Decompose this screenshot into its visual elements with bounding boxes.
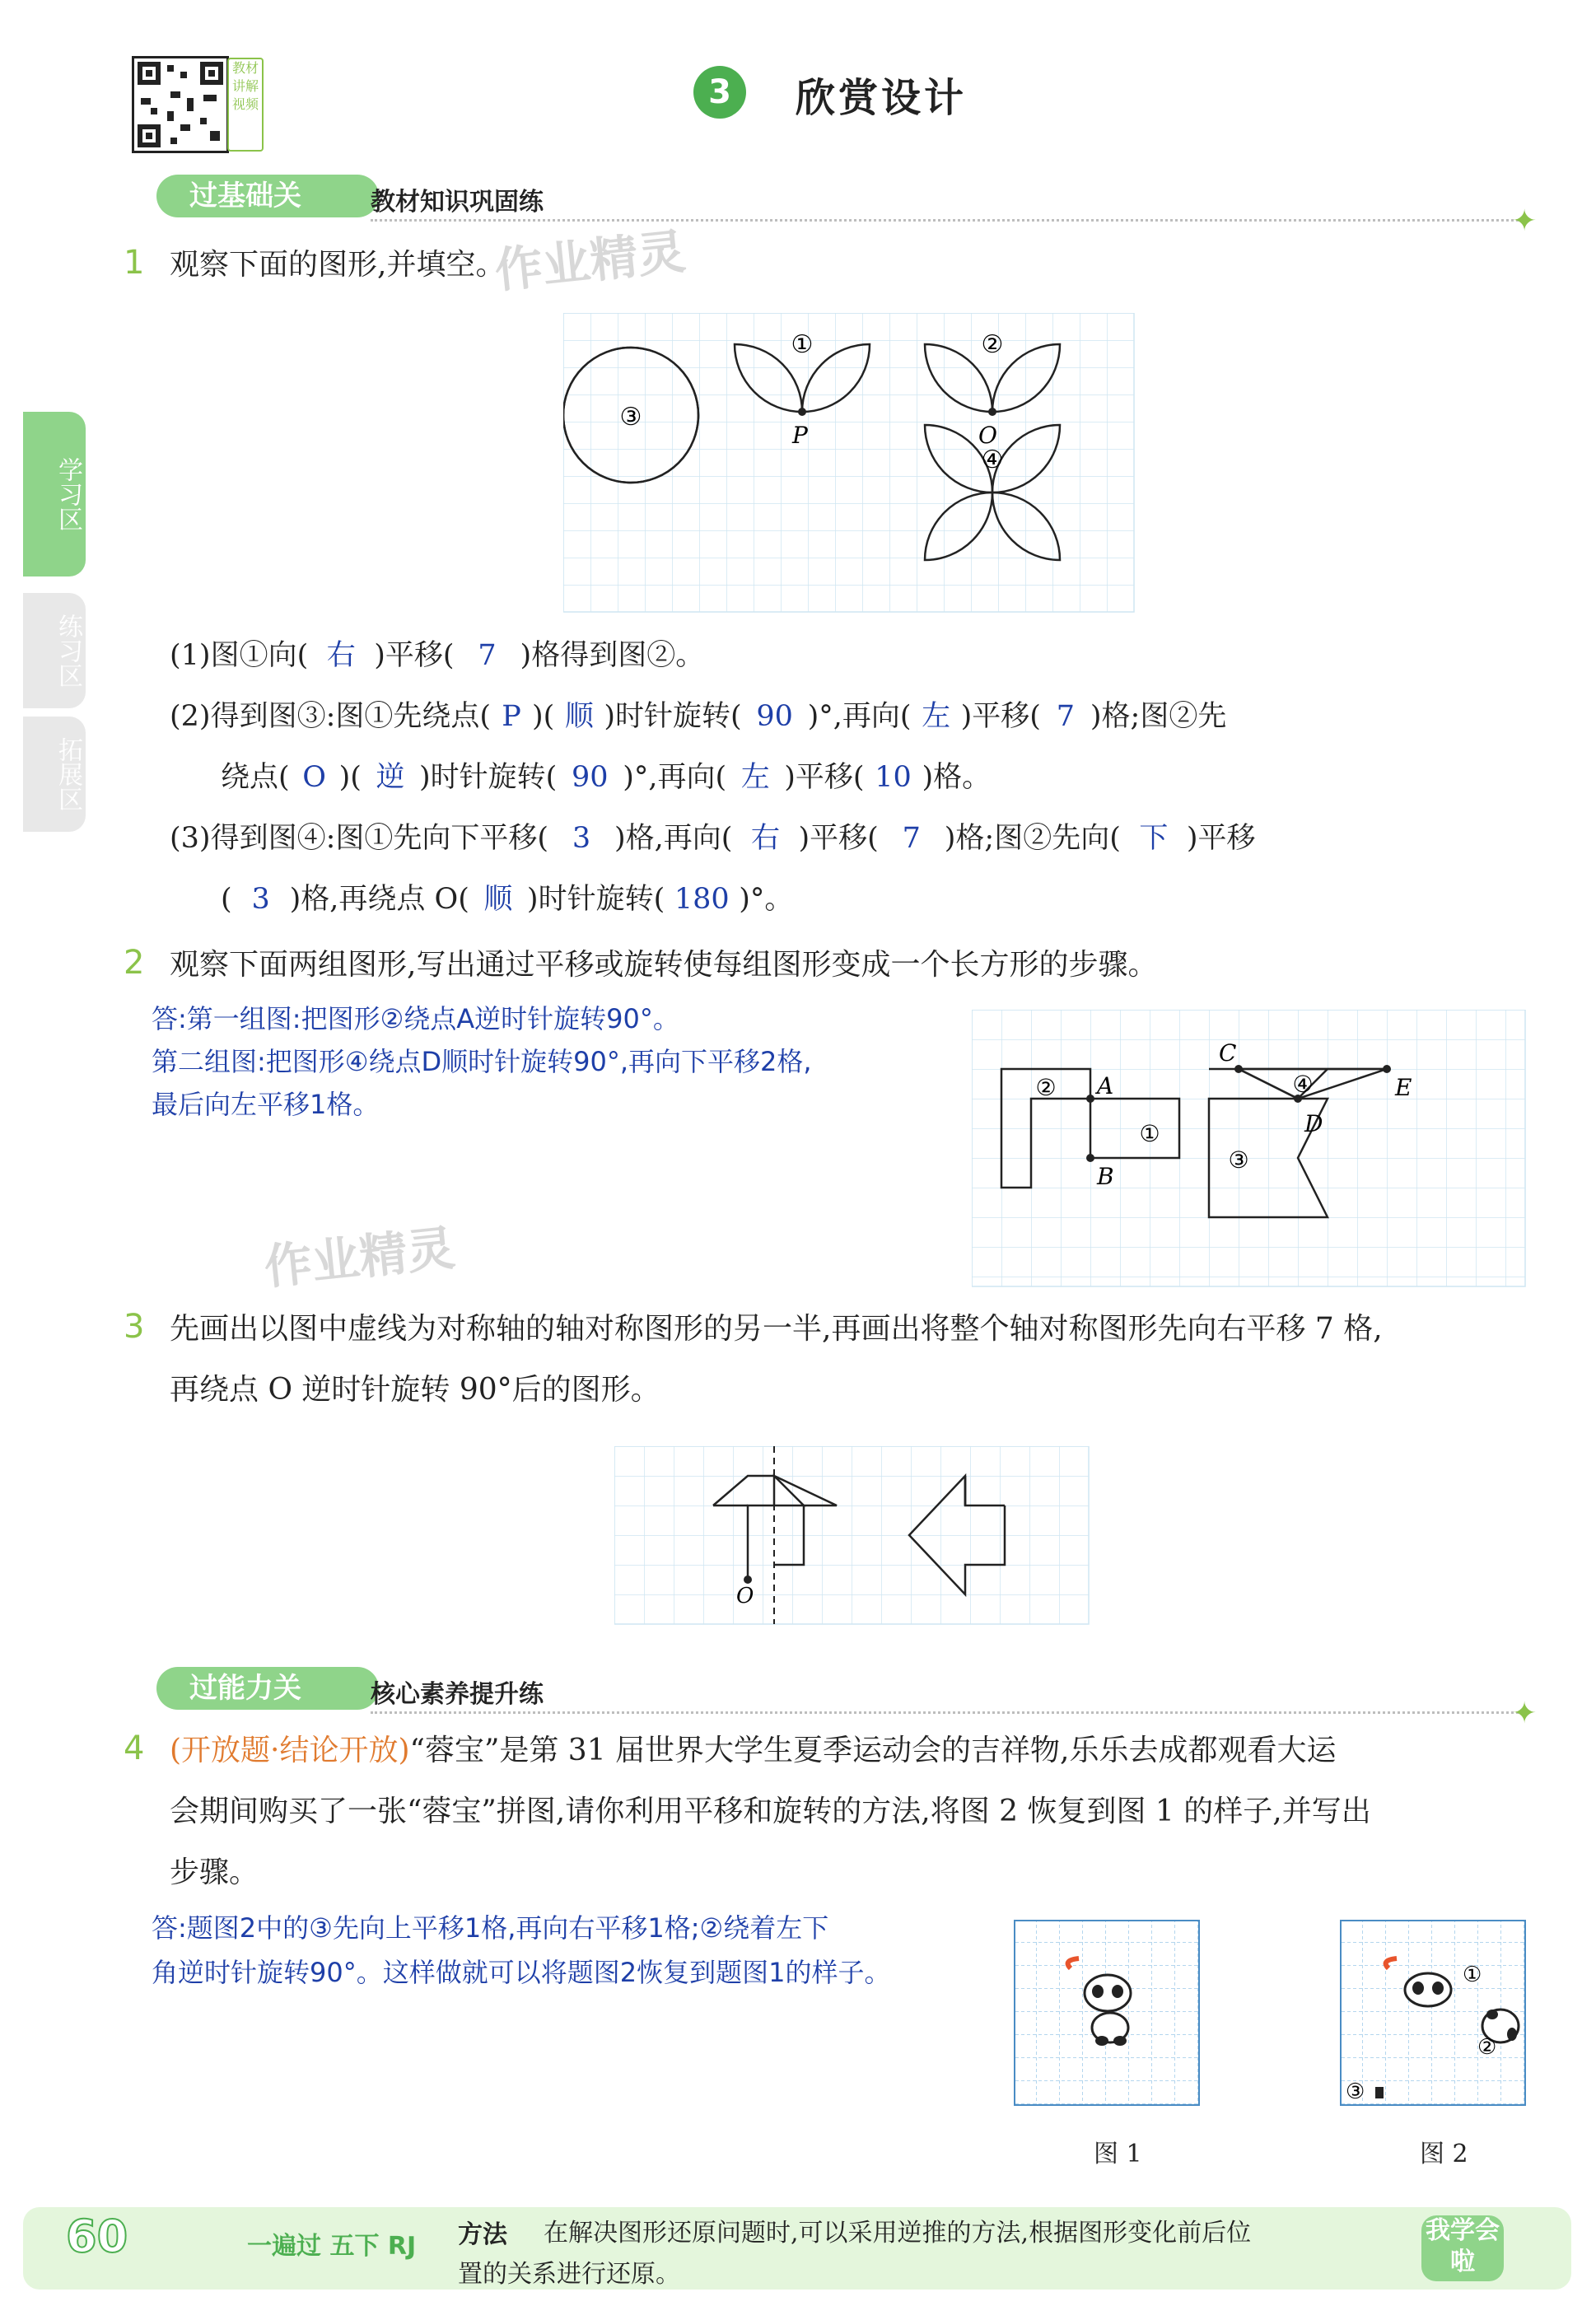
q1-ans[interactable]: 10 [875,761,912,794]
page-number: 60 [66,2210,128,2262]
qr-code [132,56,229,153]
label-c2: ② [981,330,1004,359]
q1-ans[interactable]: 下 [1139,822,1169,855]
side-tab-study[interactable]: 学习区 [23,412,86,576]
book-label: 一遍过 五下 RJ [247,2232,417,2261]
q1-ans[interactable]: P [502,700,521,733]
label-B: B [1097,1163,1114,1190]
q1-ans[interactable]: 180 [674,883,730,916]
label-n3: ③ [1346,2080,1365,2104]
label-c3: ③ [619,403,642,432]
q1-prompt: 观察下面的图形,并填空。 [170,248,506,282]
section-ability-subtitle: 核心素养提升练 [371,1680,544,1709]
q4-tag: (开放题·结论开放) [170,1734,410,1767]
method-line-2: 置的关系进行还原。 [458,2260,680,2289]
fig2-caption: 图 2 [1420,2140,1468,2168]
q4-line3: 步骤。 [170,1856,259,1889]
fig1-caption: 图 1 [1094,2140,1142,2168]
label-n1: ① [1139,1120,1160,1147]
label-O: O [978,422,997,449]
q1-ans[interactable]: 3 [251,883,270,916]
lesson-title: 欣赏设计 [796,75,968,121]
side-tab-practice[interactable]: 练习区 [23,593,86,708]
label-n1: ① [1463,1963,1482,1987]
q1-ans[interactable]: 右 [750,822,780,855]
q4-number: 4 [124,1730,145,1767]
label-n2: ② [1477,2035,1497,2060]
q1-ans[interactable]: 左 [922,700,951,733]
q1-ans[interactable]: 顺 [483,883,513,916]
q2-figure-grid [972,1010,1532,1290]
q1-ans[interactable]: 顺 [564,700,594,733]
q1-ans[interactable]: 7 [478,639,497,672]
label-C: C [1219,1039,1237,1067]
q4-answer-1: 答:题图2中的③先向上平移1格,再向右平移1格;②绕着左下 [152,1912,829,1944]
section-divider [371,219,1524,222]
label-n3: ③ [1228,1146,1249,1174]
q1-ans[interactable]: 90 [572,761,609,794]
q1-ans[interactable]: 左 [740,761,770,794]
q1-part3-line1: (3)得到图④:图①先向下平移( 3 )格,再向( 右 )平移( 7 )格;图②先向( 下 )平移 [170,819,1256,858]
lesson-number: 3 [693,66,746,119]
q3-figure-grid [614,1446,1100,1627]
label-c4: ④ [981,446,1004,474]
section-basic-label: 过基础关 [156,175,379,217]
section-divider [371,1711,1524,1714]
label-n2: ② [1035,1074,1057,1101]
q2-number: 2 [124,944,145,982]
q1-ans[interactable]: 7 [902,822,921,855]
badge-i-learned: 我学会啦 [1421,2215,1504,2281]
puzzle-figure-1 [1013,1919,1202,2108]
q3-number: 3 [124,1308,145,1346]
q1-part3-line2: ( 3 )格,再绕点 O( 顺 )时针旋转( 180 )°。 [221,880,793,919]
q3-line1: 先画出以图中虚线为对称轴的轴对称图形的另一半,再画出将整个轴对称图形先向右平移 7 格, [170,1312,1383,1346]
q4-line1: (开放题·结论开放)“蓉宝”是第 31 届世界大学生夏季运动会的吉祥物,乐乐去成都观看大运 [170,1734,1337,1767]
label-P: P [792,422,808,449]
q1-figure-grid [563,313,1140,618]
side-tab-extend[interactable]: 拓展区 [23,717,86,832]
q1-number: 1 [124,244,145,282]
qr-side-label: 教材讲解视频 [227,58,264,152]
q1-ans[interactable]: O [302,761,326,794]
label-D: D [1304,1110,1323,1137]
qr-code-icon [134,58,226,151]
q1-ans[interactable]: 右 [326,639,356,672]
q1-ans[interactable]: 逆 [376,761,405,794]
label-E: E [1395,1074,1412,1101]
q2-answer-1: 答:第一组图:把图形②绕点A逆时针旋转90°。 [152,1003,679,1034]
q3-line2: 再绕点 O 逆时针旋转 90°后的图形。 [170,1373,660,1407]
q2-answer-2: 第二组图:把图形④绕点D顺时针旋转90°,再向下平移2格, [152,1046,812,1077]
q1-ans[interactable]: 3 [572,822,591,855]
q1-ans[interactable]: 7 [1056,700,1076,733]
method-line-1: 在解决图形还原问题时,可以采用逆推的方法,根据图形变化前后位 [544,2219,1252,2248]
label-n4: ④ [1292,1071,1314,1098]
q2-answer-3: 最后向左平移1格。 [152,1089,380,1120]
watermark: 作业精灵 [261,1220,458,1295]
label-c1: ① [791,330,814,359]
q4-answer-2: 角逆时针旋转90°。这样做就可以将题图2恢复到题图1的样子。 [152,1957,891,1988]
label-O: O [736,1584,754,1608]
q1-ans[interactable]: 90 [756,700,793,733]
q1-part2-line1: (2)得到图③:图①先绕点( P )( 顺 )时针旋转( 90 )°,再向( 左 )平移( 7 )格;图②先 [170,697,1226,736]
section-basic-subtitle: 教材知识巩固练 [371,188,544,217]
q1-part2-line2: 绕点( O )( 逆 )时针旋转( 90 )°,再向( 左 )平移( 10 )格。 [221,758,991,797]
puzzle-figure-2 [1339,1919,1528,2108]
star-icon: ✦ [1512,204,1538,238]
label-A: A [1097,1072,1114,1099]
q1-part1: (1)图①向( 右 )平移( 7 )格得到图②。 [170,636,704,675]
q2-prompt: 观察下面两组图形,写出通过平移或旋转使每组图形变成一个长方形的步骤。 [170,948,1158,982]
watermark: 作业精灵 [492,223,688,299]
q4-line2: 会期间购买了一张“蓉宝”拼图,请你利用平移和旋转的方法,将图 2 恢复到图 1 的样子,并写出 [170,1795,1371,1828]
section-ability-label: 过能力关 [156,1667,379,1710]
star-icon: ✦ [1512,1697,1538,1730]
method-label: 方法 [458,2220,507,2249]
